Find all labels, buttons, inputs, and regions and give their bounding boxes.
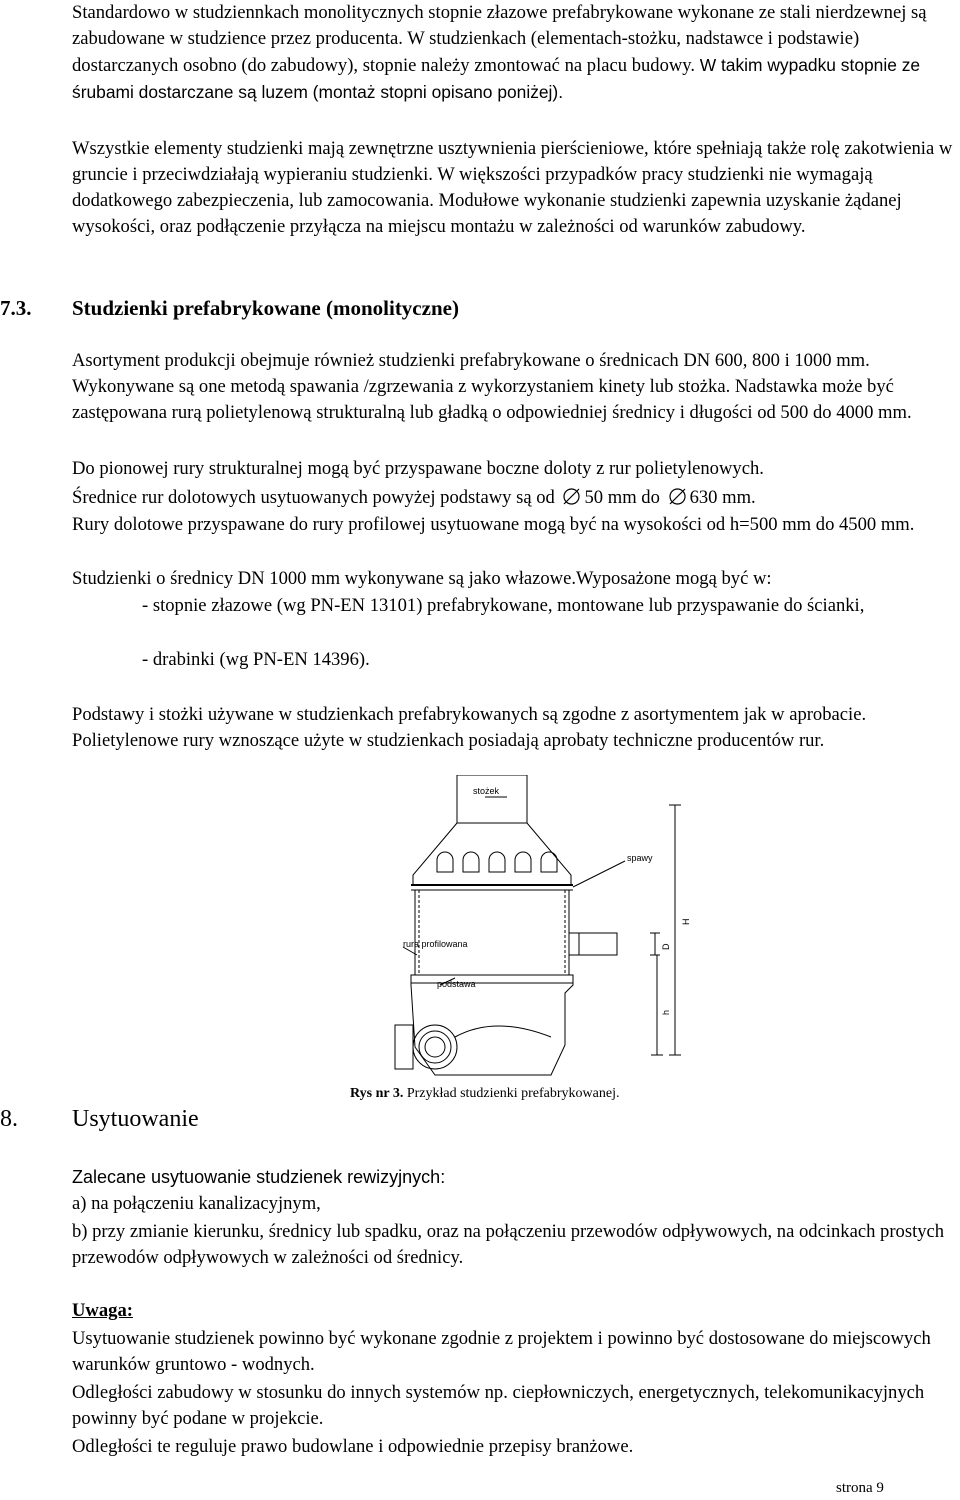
label-podstawa: podstawa <box>437 979 476 989</box>
label-h: h <box>661 1009 671 1015</box>
note-paragraph-1: Usytuowanie studzienek powinno być wykonane zgodnie z projektem i powinno być dostosowane do miejscowych warunków gruntowo - wodnych. <box>72 1328 931 1375</box>
diameter-text-b: 50 mm do <box>584 487 660 508</box>
label-spawy: spawy <box>627 853 653 863</box>
intro-paragraph-1 <box>72 0 958 106</box>
note-paragraph-3: Odległości te reguluje prawo budowlane i odpowiednie przepisy branżowe. <box>72 1436 634 1457</box>
section-title: Usytuowanie <box>72 1106 199 1132</box>
label-D: D <box>661 943 671 950</box>
diameter-text-c: 630 mm. <box>689 487 756 508</box>
cone-neck <box>457 775 527 823</box>
note-heading <box>72 1298 958 1324</box>
diameter-icon <box>669 488 686 505</box>
figure-caption-number: Rys nr 3. <box>350 1086 404 1101</box>
manhole-drawing <box>355 775 715 1080</box>
diameter-text-a: Średnice rur dolotowych usytuowanych powyżej podstawy są od <box>72 487 555 508</box>
label-rura-profilowana: rura profilowana <box>403 939 468 949</box>
section-number: 7.3. <box>0 296 32 320</box>
section-7-3-paragraph-6: Podstawy i stożki używane w studzienkach prefabrykowanych są zgodne z asortymentem jak w aprobacie. Polietylenowe rury wznoszące użyte w studzienkach posiadają aprobaty techniczne producentów rur. <box>72 704 867 751</box>
label-stozek: stożek <box>473 786 500 796</box>
section-number: 8. <box>0 1106 18 1132</box>
section-7-3-paragraph-1: Asortyment produkcji obejmuje również studzienki prefabrykowane o średnicach DN 600, 800 i 1000 mm. Wykonywane są one metodą spawania /zgrzewania z wykorzystaniem kinety lub stożka. Nadstawka może być zastępowana rurą polietylenową strukturalną lub gładką o odpowiedniej średnicy i długości od 500 do 4000 mm. <box>72 350 912 423</box>
intro-paragraph-2: Wszystkie elementy studzienki mają zewnętrzne usztywnienia pierścieniowe, które spełniają także rolę zakotwienia w gruncie i przeciwdziałają wypieraniu studzienki. W większości przypadków pracy studzienki nie wymagają dodatkowego zabezpieczenia, lub zamocowania. Modułowe wykonanie studzienki zapewnia uzyskanie żądanej wysokości, oraz podłączenie przyłącza na miejscu montażu w zależności od warunków zabudowy. <box>72 138 953 237</box>
label-H: H <box>681 918 691 925</box>
note-heading-text: Uwaga: <box>72 1300 133 1321</box>
section-heading-7-3 <box>0 296 960 321</box>
section-heading-8 <box>0 1106 960 1133</box>
section-7-3-paragraph-2: Do pionowej rury strukturalnej mogą być przyspawane boczne doloty z rur polietylenowych. <box>72 458 764 479</box>
figure-caption-text: Przykład studzienki prefabrykowanej. <box>403 1086 620 1101</box>
figure-caption <box>350 1086 619 1102</box>
manhole-drawing-svg <box>355 775 715 1080</box>
section-7-3-paragraph-5: Studzienki o średnicy DN 1000 mm wykonywane są jako włazowe.Wyposażone mogą być w: <box>72 568 772 589</box>
note-paragraph-2: Odległości zabudowy w stosunku do innych systemów np. ciepłowniczych, energetycznych, telekomunikacyjnych powinny być podane w projekcie. <box>72 1382 925 1429</box>
section-7-3-paragraph-3 <box>72 485 958 511</box>
section-8-item-b: b) przy zmianie kierunku, średnicy lub spadku, oraz na połączeniu przewodów odpływowych, na odcinkach prostych przewodów odpływowych w zależności od średnicy. <box>72 1221 945 1268</box>
section-8-item-a: a) na połączeniu kanalizacyjnym, <box>72 1193 321 1214</box>
section-7-3-paragraph-4: Rury dolotowe przyspawane do rury profilowej usytuowane mogą być na wysokości od h=500 mm do 4500 mm. <box>72 514 915 535</box>
section-8-intro: Zalecane usytuowanie studzienek rewizyjnych: <box>72 1167 446 1187</box>
diameter-icon <box>563 488 580 505</box>
equipment-list-item-2: - drabinki (wg PN-EN 14396). <box>142 649 370 670</box>
section-title: Studzienki prefabrykowane (monolityczne) <box>72 296 459 320</box>
intro-paragraph-1-sans: W takim wypadku stopnie ze śrubami dostarczane są luzem (montaż stopni opisano poniżej). <box>72 55 921 102</box>
intro-paragraph-1-text: Standardowo w studziennkach monolitycznych stopnie złazowe prefabrykowane wykonane ze stali nierdzewnej są zabudowane w studzience przez producenta. W studzienkach (elementach-stożku, nadstawce i podstawie) dostarczanych osobno (do zabudowy), stopnie należy zmontować na placu budowy. <box>72 2 927 76</box>
equipment-list-item-1: - stopnie złazowe (wg PN-EN 13101) prefabrykowane, montowane lub przyspawanie do ścianki, <box>142 595 865 616</box>
page-number: strona 9 <box>836 1480 884 1496</box>
